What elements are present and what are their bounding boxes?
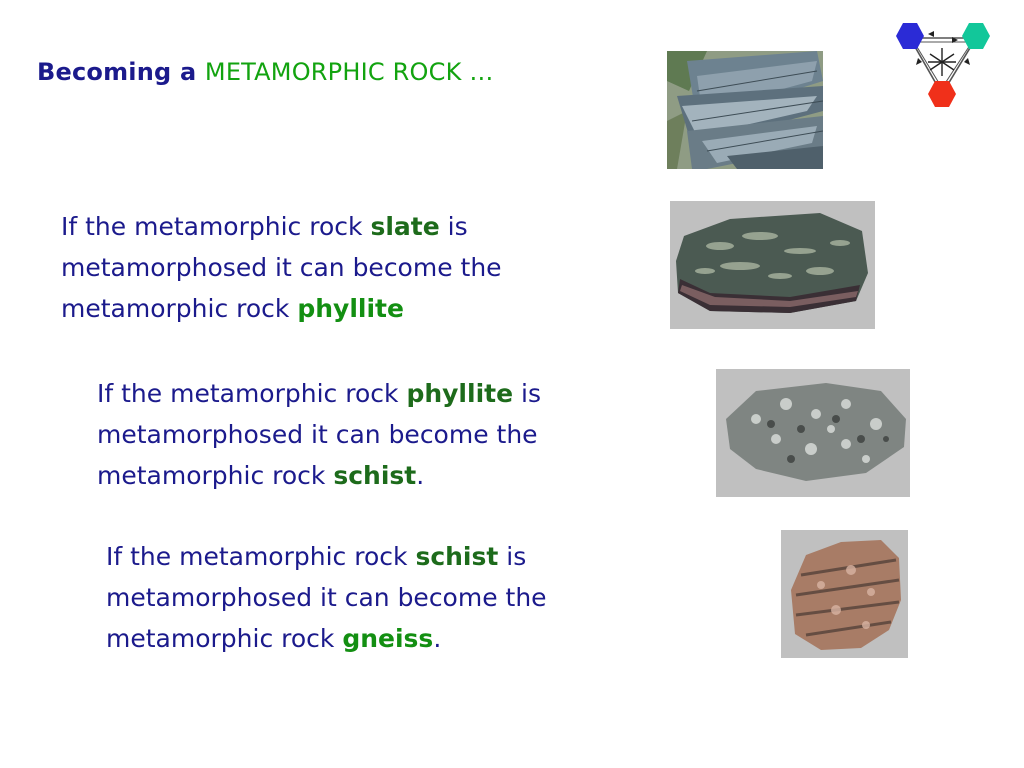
line-text: If the metamorphic rock	[61, 212, 371, 241]
title-main: METAMORPHIC ROCK …	[204, 58, 494, 86]
paragraph-line	[106, 618, 547, 659]
schist-photo	[716, 369, 910, 497]
line-text: metamorphic rock	[61, 294, 298, 323]
line-text: metamorphosed it can become the	[97, 420, 538, 449]
rock-name-to: schist	[333, 461, 417, 490]
paragraph-line	[97, 455, 541, 496]
line-text: is	[513, 379, 541, 408]
title-prefix: Becoming a	[37, 58, 205, 86]
paragraph-line	[61, 288, 502, 329]
line-text: metamorphosed it can become the	[61, 253, 502, 282]
rock-name-from: schist	[415, 542, 499, 571]
paragraph-line	[61, 206, 502, 247]
line-text: is	[439, 212, 468, 241]
paragraph-slate-to-phyllite	[61, 206, 502, 329]
slate-photo	[667, 51, 823, 169]
slide-title	[37, 58, 494, 86]
paragraph-schist-to-gneiss	[106, 536, 547, 659]
paragraph-line	[106, 536, 547, 577]
paragraph-phyllite-to-schist	[97, 373, 541, 496]
rock-name-to: gneiss	[342, 624, 434, 653]
line-text: is	[498, 542, 527, 571]
phyllite-photo	[670, 201, 875, 329]
line-end: .	[433, 624, 442, 653]
rock-name-to: phyllite	[297, 294, 404, 323]
line-end: .	[416, 461, 425, 490]
rock-name-from: phyllite	[406, 379, 514, 408]
line-text: If the metamorphic rock	[106, 542, 416, 571]
rock-name-from: slate	[370, 212, 440, 241]
line-text: metamorphic rock	[106, 624, 343, 653]
gneiss-photo	[781, 530, 908, 658]
line-text: metamorphosed it can become the	[106, 583, 547, 612]
rock-cycle-icon	[890, 18, 998, 112]
line-text: metamorphic rock	[97, 461, 334, 490]
paragraph-line	[97, 373, 541, 414]
line-text: If the metamorphic rock	[97, 379, 407, 408]
